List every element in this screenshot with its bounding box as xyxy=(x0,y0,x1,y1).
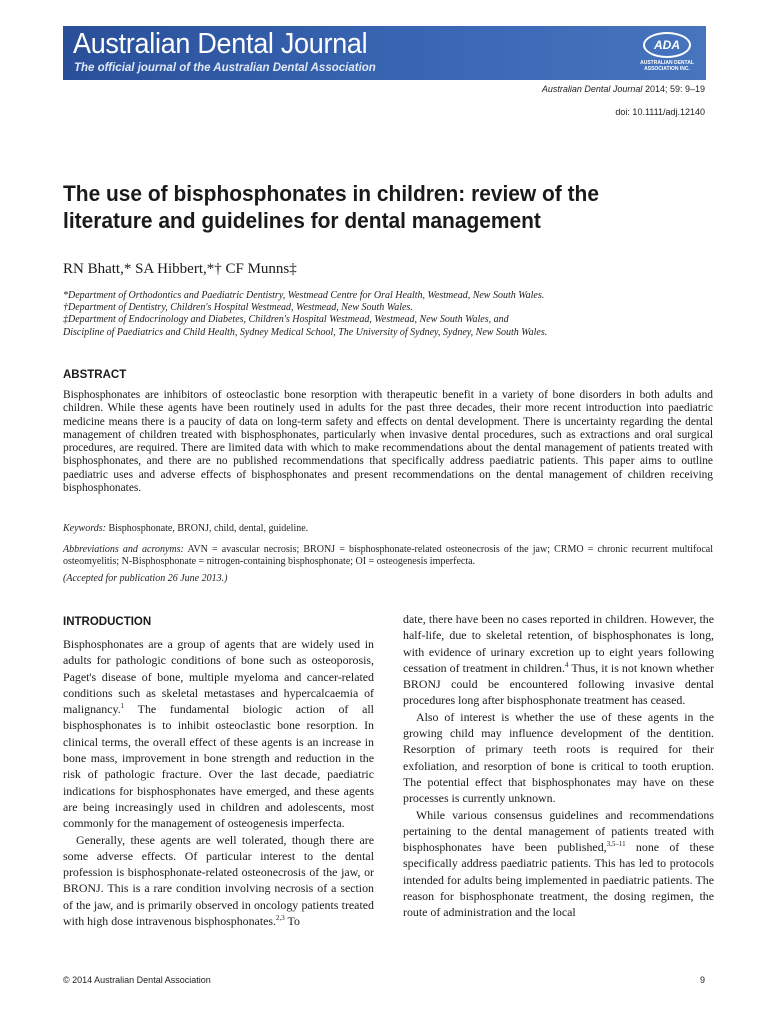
ada-logo xyxy=(636,32,698,76)
abbreviations-label: Abbreviations and acronyms: xyxy=(63,544,184,555)
intro-paragraph-1: Bisphosphonates are a group of agents that are widely used in adults for pathologic conditions of bone such as osteoporosis, Paget's disease of bone, multiple myeloma and cancer-related conditions such as skeletal metastases and hypercalcaemia of malignancy.$^1$ The fundamental biologic action of all bisphosphonates is to inhibit osteoclastic bone resorption. In clinical terms, the overall effect of these agents is an increase in bone mass, improvement in bone strength and reduction in the risk of pathologic fracture. Over the last decade, paediatric indications for bisphosphonates have emerged, and these agents are being increasingly used in children and adolescents, most commonly for the management of osteogenesis imperfecta. xyxy=(63,637,374,831)
ada-logo-mark: ADA xyxy=(643,32,691,58)
citation-detail: 2014; 59: 9–19 xyxy=(642,84,705,94)
abstract-heading: ABSTRACT xyxy=(63,369,127,381)
intro-paragraph-2-cont: date, there have been no cases reported in children. However, the half-life, due to skeletal retention, of bisphosphonates is long, with evidence of urinary excretion up to eight years following cessation of treatment in children.$^4$ Thus, it is not known whether BRONJ could be encountered following invasive dental procedures long after bisphosphonate treatment has ceased. xyxy=(403,612,714,708)
ada-logo-caption: AUSTRALIAN DENTAL ASSOCIATION INC. xyxy=(640,60,694,72)
body-column-left xyxy=(63,614,374,929)
abbreviations-list: AVN = avascular necrosis; BRONJ = bisphosphonate-related osteonecrosis of the jaw; CRMO = chronic recurrent multifocal osteomyelitis; N-Bisphosphonate = nitrogen-containing bisphosphonate; OI = osteogenesis imperfecta. xyxy=(63,544,713,568)
reference-marker: 2,3 xyxy=(276,914,285,923)
abbreviations xyxy=(63,544,713,568)
keywords-list: Bisphosphonate, BRONJ, child, dental, guideline. xyxy=(105,523,309,534)
intro-paragraph-4: While various consensus guidelines and recommendations pertaining to the dental management of patients treated with bisphosphonates have been published,$^{3,5-11}$ none of these specifically address paediatric patients. This has led to protocols intended for adults being implemented in paediatric patients. The reason for bisphosphonate treatment, the dosing regimen, the route of administration and the local xyxy=(403,807,714,920)
keywords xyxy=(63,523,713,534)
intro-paragraph-3: Also of interest is whether the use of these agents in the growing child may influence development of the dentition. Resorption of primary teeth roots is required for their exfoliation, and resorption of bone is critical to tooth eruption. The potential effect that bisphosphonates may have on these processes is currently unknown. xyxy=(403,709,714,806)
journal-subtitle: The official journal of the Australian Dental Association xyxy=(74,62,376,74)
reference-marker: 1 xyxy=(120,702,125,711)
affiliation-2: †Department of Dentistry, Children's Hospital Westmead, Westmead, New South Wales. xyxy=(63,302,413,314)
intro-paragraph-2: Generally, these agents are well tolerated, though there are some adverse effects. Of particular interest to the dental profession is bisphosphonate-related osteonecrosis of the jaw, or BRONJ. This is a rare condition involving necrosis of a section of the jaw, and is primarily observed in oncology patients treated with high dose intravenous bisphosphonates.$^{2,3}$ To xyxy=(63,832,374,929)
introduction-heading: INTRODUCTION xyxy=(63,616,152,628)
accepted-date: (Accepted for publication 26 June 2013.) xyxy=(63,573,228,584)
affiliations xyxy=(63,290,723,339)
citation-line xyxy=(542,84,705,94)
authors: RN Bhatt,* SA Hibbert,*† CF Munns‡ xyxy=(63,261,297,277)
reference-marker: 3,5–11 xyxy=(606,840,626,849)
keywords-label: Keywords: xyxy=(63,523,106,534)
affiliation-3: ‡Department of Endocrinology and Diabetes, Children's Hospital Westmead, Westmead, New South Wales, and xyxy=(63,314,509,326)
journal-banner xyxy=(63,26,706,80)
affiliation-1: *Department of Orthodontics and Paediatric Dentistry, Westmead Centre for Oral Health, Westmead, New South Wales. xyxy=(63,290,545,301)
affiliation-4: Discipline of Paediatrics and Child Health, Sydney Medical School, The University of Sydney, Sydney, New South Wales. xyxy=(63,326,548,338)
reference-marker: 4 xyxy=(564,660,569,669)
citation-journal: Australian Dental Journal xyxy=(541,84,643,94)
doi: doi: 10.1111/adj.12140 xyxy=(615,107,705,117)
footer-copyright: © 2014 Australian Dental Association xyxy=(63,975,211,985)
page-number: 9 xyxy=(699,975,705,985)
journal-name: Australian Dental Journal xyxy=(73,28,368,60)
abstract-body: Bisphosphonates are inhibitors of osteoclastic bone resorption with therapeutic benefit in a variety of bone disorders in both adults and children. While these agents have been routinely used in adults for the past three decades, their more recent introduction into paediatric medicine means there is a paucity of data on long-term safety and effects on dental development. There is uncertainty regarding the dental management of children treated with bisphosphonates, particularly when invasive dental procedures, such as extractions and oral surgical procedures, are required. There are limited data with which to make recommendations about the dental management of patients treated with bisphosphonates, and there are no published recommendations that specifically address paediatric patients. This paper aims to outline paediatric uses and adverse effects of bisphosphonates and present recommendations on the dental management of children receiving bisphosphonates. xyxy=(63,389,713,495)
body-column-right xyxy=(403,611,714,921)
paper-title: The use of bisphosphonates in children: review of the literature and guidelines for dental management xyxy=(63,181,599,233)
